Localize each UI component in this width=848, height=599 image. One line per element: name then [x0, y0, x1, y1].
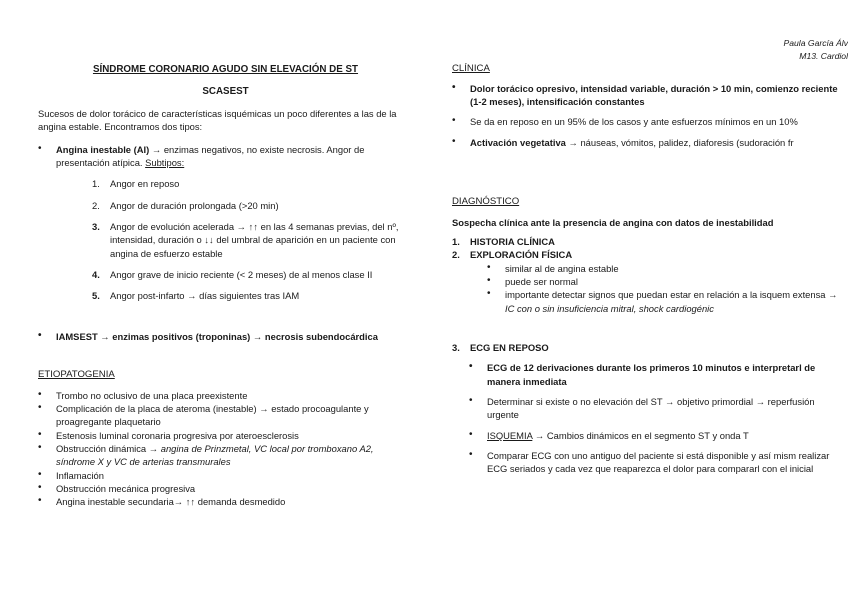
list-item: [38, 442, 413, 469]
author-course: M13. Cardiol: [799, 51, 848, 62]
list-item: [469, 429, 848, 442]
subtype-text: Angor post-infarto → días siguientes tras IAM: [110, 290, 300, 302]
subtipos-label: Subtipos:: [145, 156, 185, 168]
ecg-list: [469, 361, 848, 475]
subtype-item: [92, 268, 413, 281]
subtypes-list: [38, 177, 413, 302]
diag-number: 1.: [452, 235, 460, 247]
etiopatogenia-heading: ETIOPATOGENIA: [38, 368, 115, 380]
list-item: • ECG de 12 derivaciones durante los primeros 10 minutos e interpretarl de manera inmediata: [469, 361, 848, 388]
subtype-text: Angor de evolución acelerada → ↑↑ en las 4 semanas previas, del nº, intensidad, duración o ↓↓ del umbral de aparición en un paciente con angina de esfuerzo estable: [110, 220, 399, 259]
list-item: • similar al de angina estable: [487, 262, 848, 275]
subtype-text: Angor de duración prolongada (>20 min): [110, 199, 279, 211]
list-item-iamsest: • IAMSEST → enzimas positivos (troponinas) → necrosis subendocárdica: [38, 330, 413, 343]
ecg-heading-list: [452, 341, 848, 354]
diag-step: [452, 248, 848, 261]
isquemia-label: ISQUEMIA: [487, 429, 533, 441]
diag-step: [452, 341, 848, 354]
list-item: [487, 288, 848, 315]
clinica-heading: CLÍNICA: [452, 63, 490, 74]
list-item: [452, 136, 848, 149]
list-item: • Trombo no oclusivo de una placa preexistente: [38, 389, 413, 402]
subtype-number: 2.: [92, 199, 100, 211]
left-column: [38, 60, 413, 509]
isquemia-desc: → Cambios dinámicos en el segmento ST y onda T: [532, 429, 749, 441]
intro-paragraph: Sucesos de dolor torácico de características isquémicas un poco diferentes a las de la angina estable. Encontramos dos tipos:: [38, 107, 397, 133]
list-item: • Se da en reposo en un 95% de los casos y ante esfuerzos mínimos en un 10%: [452, 115, 848, 128]
subtype-number: 4.: [92, 268, 100, 280]
diag-text: ECG EN REPOSO: [470, 342, 549, 353]
right-column: [452, 60, 848, 476]
explor-text: importante detectar signos que puedan estar en relación a la isquem extensa →: [505, 289, 838, 301]
list-item: • Obstrucción mecánica progresiva: [38, 482, 413, 495]
author-name: Paula García Álv: [783, 38, 848, 48]
subtype-number: 5.: [92, 290, 100, 302]
list-item: • Angina inestable secundaria→ ↑↑ demanda desmedido: [38, 495, 413, 508]
list-item: • puede ser normal: [487, 275, 848, 288]
etiopatogenia-list: [38, 389, 413, 509]
page-subtitle: SCASEST: [202, 85, 249, 97]
angina-desc: → enzimas negativos, no existe necrosis. Angor de presentación atípica.: [56, 143, 365, 168]
activacion-label: Activación vegetativa: [470, 136, 566, 148]
page-title: SÍNDROME CORONARIO AGUDO SIN ELEVACIÓN DE ST: [92, 64, 359, 75]
list-item: • Dolor torácico opresivo, intensidad variable, duración > 10 min, comienzo reciente (1-2 meses), intensificación constantes: [452, 82, 848, 109]
diag-step: [452, 235, 848, 248]
subtype-item: [92, 220, 413, 260]
list-item-angina-inestable: [38, 143, 413, 170]
activacion-desc: → náuseas, vómitos, palidez, diaforesis (sudoración fr: [565, 136, 794, 148]
subtype-number: 3.: [92, 220, 100, 232]
iamsest-list: [38, 330, 413, 343]
diagnostico-list: [452, 235, 848, 262]
diag-number: 2.: [452, 249, 460, 261]
subtype-item: [92, 289, 413, 302]
list-item: • Complicación de la placa de ateroma (inestable) → estado procoagulante y proagregante plaquetario: [38, 402, 413, 429]
list-item: • Comparar ECG con uno antiguo del paciente si está disponible y así mism realizar ECG seriados y cada vez que reaparezca el dolor para compararl con el inicial: [469, 449, 848, 476]
dyn-text: Obstrucción dinámica →: [56, 442, 161, 454]
subtype-item: [92, 199, 413, 212]
angina-label: Angina inestable (AI): [56, 143, 150, 155]
subtype-item: [92, 177, 413, 190]
clinica-list: [452, 82, 848, 149]
explor-italic: IC con o sin insuficiencia mitral, shock cardiogénic: [505, 302, 714, 314]
diag-number: 3.: [452, 342, 460, 353]
subtype-text: Angor grave de inicio reciente (< 2 meses) de al menos clase II: [110, 268, 373, 280]
list-item: • Estenosis luminal coronaria progresiva por ateroesclerosis: [38, 429, 413, 442]
types-list: [38, 143, 413, 170]
sospecha-text: Sospecha clínica ante la presencia de angina con datos de inestabilidad: [452, 216, 774, 228]
subtype-number: 1.: [92, 178, 100, 190]
diag-text: HISTORIA CLÍNICA: [470, 235, 555, 247]
list-item: • Inflamación: [38, 469, 413, 482]
diag-text: EXPLORACIÓN FÍSICA: [470, 249, 573, 261]
subtype-text: Angor en reposo: [110, 178, 180, 190]
dyn-italic: angina de Prinzmetal, VC local por tromboxano A2, síndrome X y VC de arterias transmurales: [56, 442, 374, 468]
list-item: • Determinar si existe o no elevación del ST → objetivo primordial → reperfusión urgente: [469, 395, 848, 422]
exploracion-list: [452, 262, 848, 315]
diagnostico-heading: DIAGNÓSTICO: [452, 195, 520, 207]
